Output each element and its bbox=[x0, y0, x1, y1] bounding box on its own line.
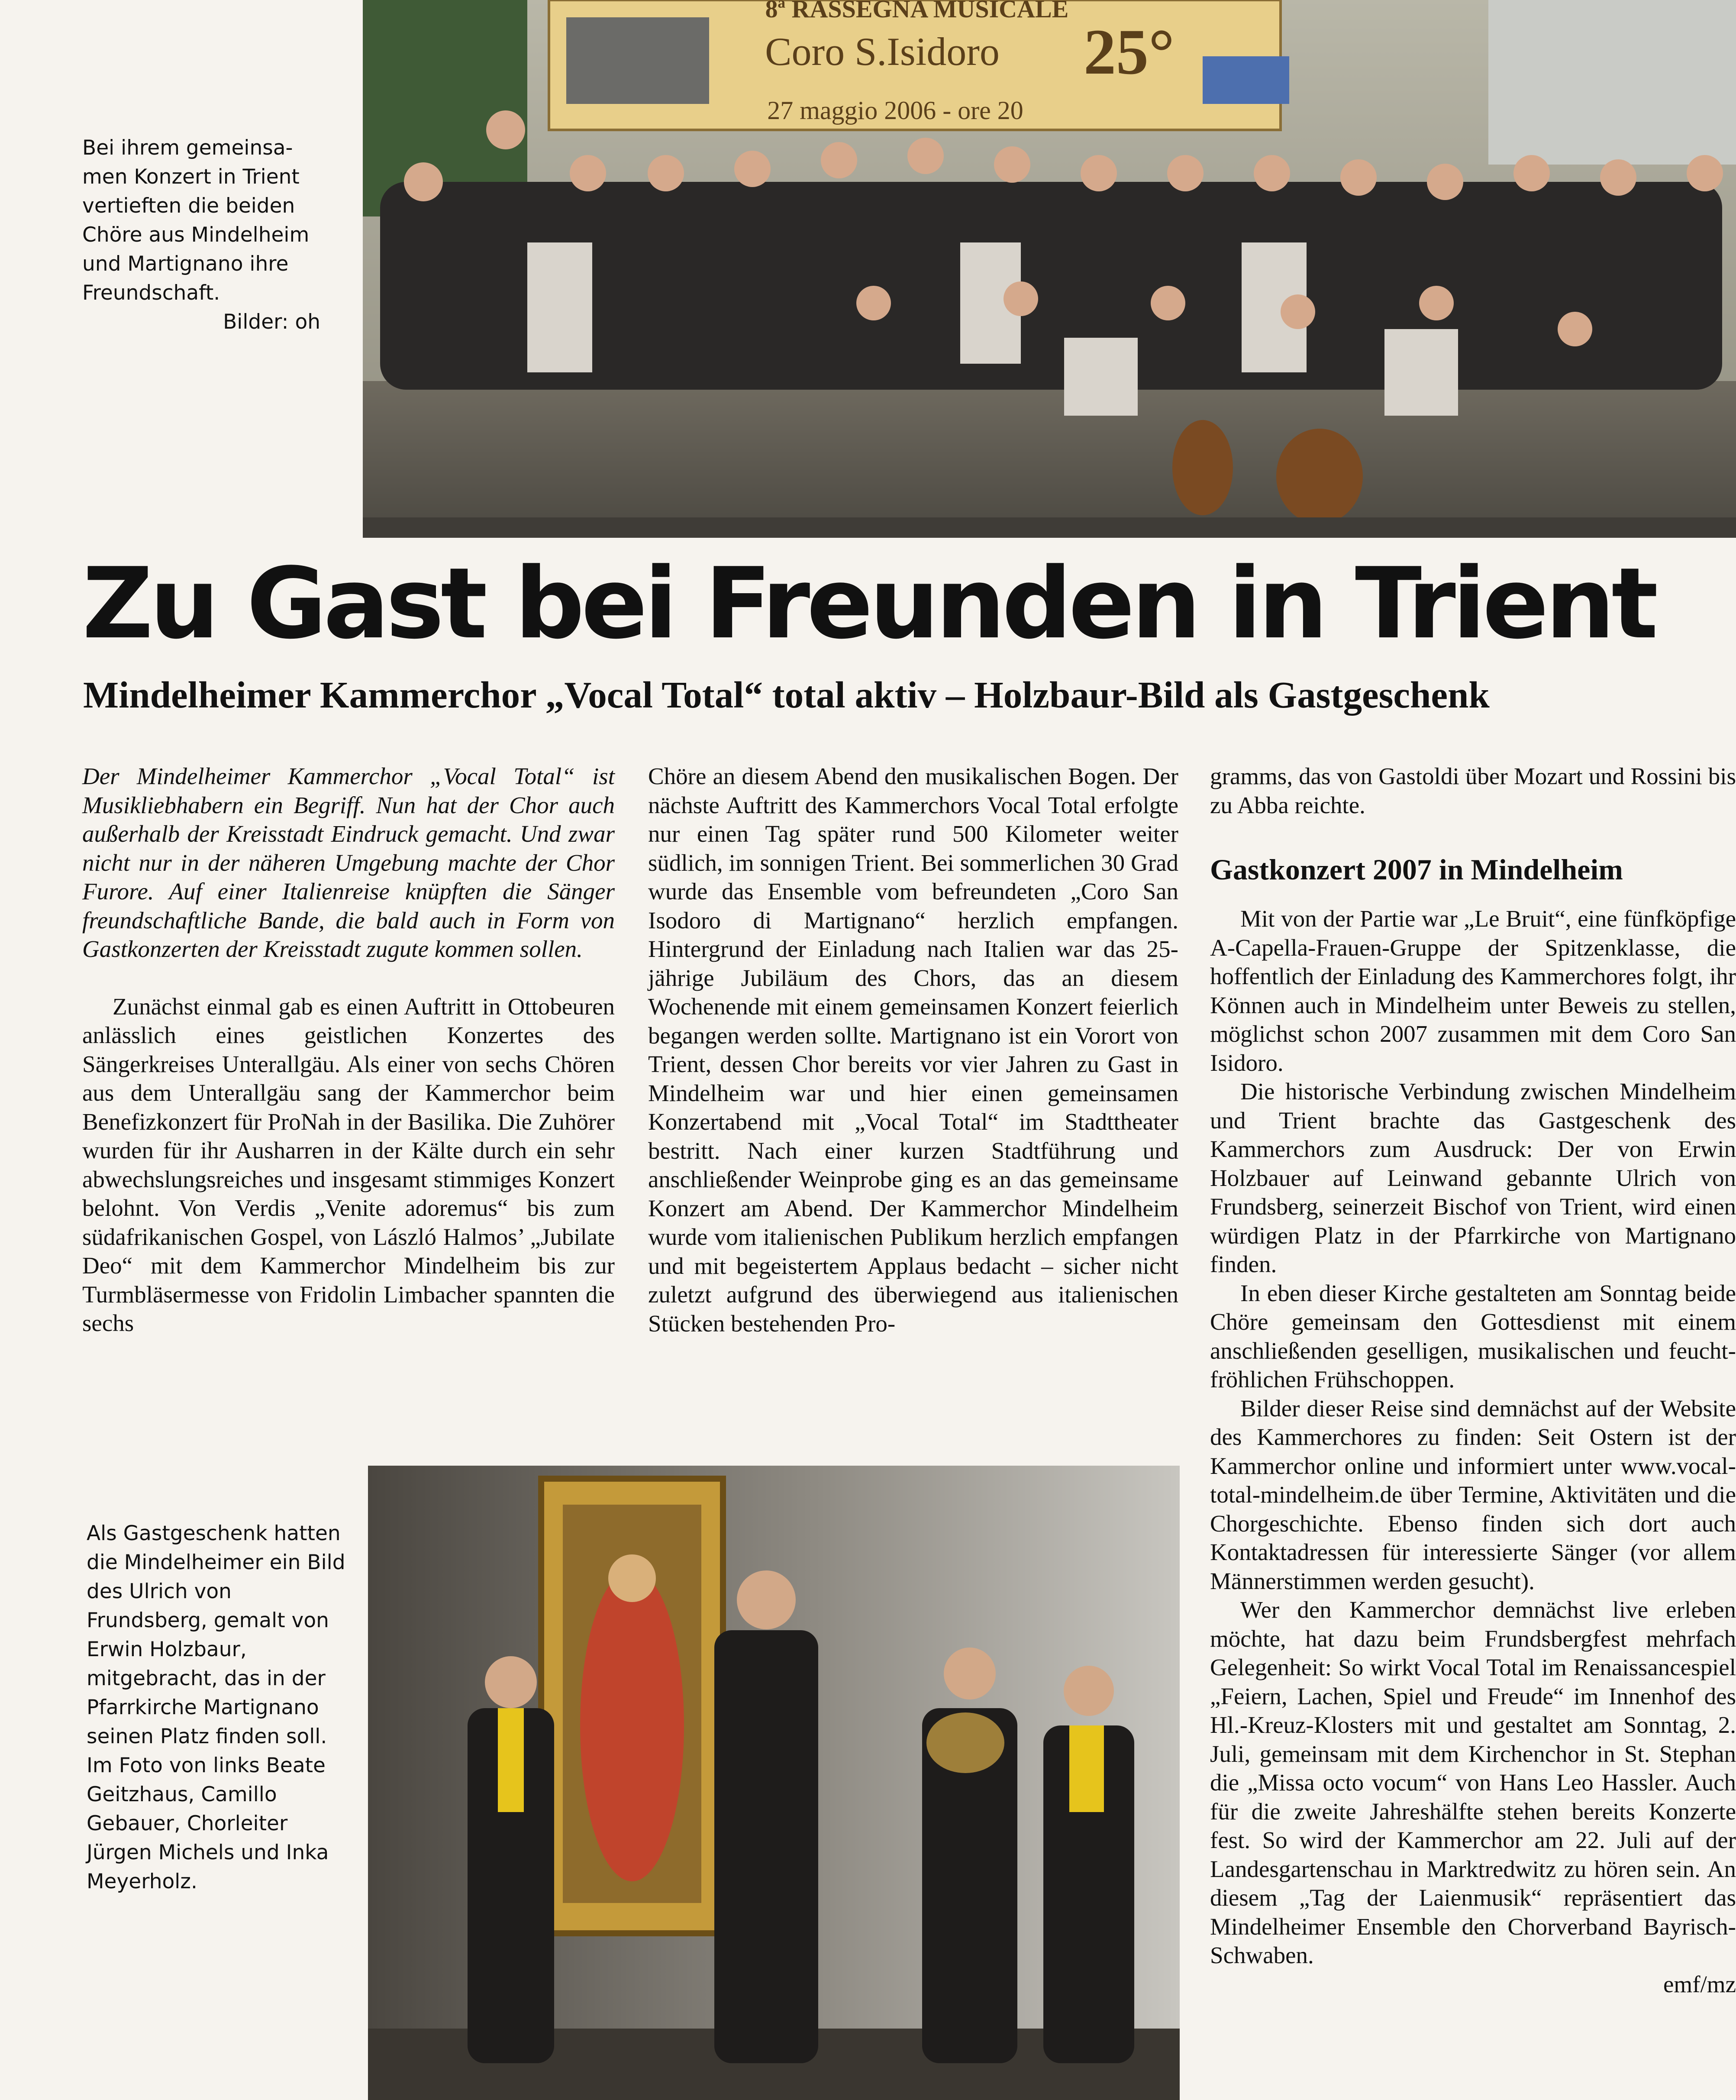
subheadline: Mindelheimer Kammerchor „Vocal Total“ total aktiv – Holzbaur-Bild als Gastgeschenk bbox=[83, 674, 1490, 716]
column-2 bbox=[648, 762, 1178, 1338]
paragraph: In eben dieser Kirche gestalteten am Sonntag beide Chöre gemeinsam den Gottesdienst mit einem anschließenden geselligen, musikalischen und feucht-fröhlichen Frühschoppen. bbox=[1210, 1279, 1736, 1392]
column-3 bbox=[1210, 762, 1736, 1999]
paragraph: gramms, das von Gastoldi über Mozart und Rossini bis zu Abba reichte. bbox=[1210, 763, 1736, 818]
gift-photo bbox=[368, 1466, 1180, 2100]
group-photo bbox=[363, 0, 1736, 538]
bottom-photo-caption: Als Gastgeschenk hatten die Mindelheimer ein Bild des Ulrich von Frundsberg, gemalt von Erwin Holzbaur, mitgebracht, das in der Pfarrkirche Martignano seinen Platz finden soll. Im Foto von links Beate Geitzhaus, Camillo Gebauer, Chorleiter Jürgen Michels und Inka Meyerholz. bbox=[87, 1522, 345, 1893]
lead-text: Der Mindelheimer Kammerchor „Vocal Total“ ist Musikliebhabern ein Begriff. Nun hat der Chor auch außerhalb der Kreisstadt Eindruck gemacht. Und zwar nicht nur in der näheren Umgebung machte der Chor Furore. Auf einer Italienreise knüpften die Sänger freundschaftliche Bande, die bald auch in Form von Gastkonzerten der Kreisstadt zugute kommen sollen. bbox=[82, 763, 615, 962]
banner-choir-name: Coro S.Isidoro bbox=[765, 29, 1000, 74]
lead-paragraph bbox=[82, 762, 615, 964]
top-photo-caption-text: Bei ihrem gemeinsa-men Konzert in Trient vertieften die beiden Chöre aus Mindelheim und Martignano ihre Freundschaft. bbox=[82, 136, 310, 305]
paragraph: Die historische Verbindung zwischen Mindelheim und Trient brachte das Gastgeschenk des Kammerchors zum Ausdruck: Der von Erwin Holzbauer auf Leinwand gebannte Ulrich von Frundsberg, seinerzeit Bischof von Trient, wird einen würdigen Platz in der Pfarrkirche von Martignano finden. bbox=[1210, 1078, 1736, 1277]
gift-photo-image bbox=[368, 1466, 1180, 2100]
paragraph: Bilder dieser Reise sind demnächst auf der Website des Kammerchores zu finden: Seit Ostern ist der Kammerchor online und informiert unter www.vocal-total-mindelheim.de über Termine, Aktivitäten und die Chorgeschichte. Ebenso finden sich dort auch Kontaktadressen für interessierte Sänger (vor allem Männerstimmen werden gesucht). bbox=[1210, 1395, 1736, 1594]
paragraph: Wer den Kammerchor demnächst live erleben möchte, hat dazu beim Frundsbergfest mehrfach Gelegenheit: So wirkt Vocal Total im Renaissancespiel „Feiern, Lachen, Spiel und Freude“ im Innenhof des Hl.-Kreuz-Klosters mit und gestaltet am Sonntag, 2. Juli, gemeinsam mit dem Kirchenchor in St. Stephan die „Missa octo vocum“ von Hans Leo Hassler. Auch für die zweite Jahreshälfte stehen bereits Konzerte fest. So wird der Kammerchor am 22. Juli auf der Landesgartenschau in Marktredwitz zu hören sein. An diesem „Tag der Laienmusik“ repräsentiert das Mindelheimer Ensemble den Chorverband Bayrisch-Schwaben. bbox=[1210, 1596, 1736, 1968]
section-heading: Gastkonzert 2007 in Mindelheim bbox=[1210, 853, 1623, 886]
group-photo-image bbox=[363, 0, 1736, 538]
banner-title: 8ª RASSEGNA MUSICALE bbox=[765, 0, 1069, 23]
column-1 bbox=[82, 762, 615, 1338]
author-signature: emf/mz bbox=[1663, 1971, 1736, 1997]
paragraph: Zunächst einmal gab es einen Auftritt in Ottobeuren anlässlich eines geistlichen Konzertes des Sängerkreises Unterallgäu. Als einer von sechs Chören aus dem Unterallgäu sang der Kammerchor beim Benefizkonzert für ProNah in der Basilika. Die Zuhörer wurden für ihr Ausharren in der Kälte durch ein sehr abwechslungsreiches und insgesamt stimmiges Konzert belohnt. Von Verdis „Venite adoremus“ bis zum südafrikanischen Gospel, von László Halmos’ „Jubilate Deo“ mit dem Kammerchor Mindelheim bis zur Turmbläsermesse von Fridolin Limbacher spannten die sechs bbox=[82, 993, 615, 1336]
top-photo-caption bbox=[82, 133, 325, 336]
paragraph: Mit von der Partie war „Le Bruit“, eine fünfköpfige A-Capella-Frauen-Gruppe der Spitzenklasse, die hoffentlich der Einladung des Kammerchores folgt, ihr Können auch in Mindelheim unter Beweis zu stellen, möglichst schon 2007 zusammen mit dem Coro San Isidoro. bbox=[1210, 905, 1736, 1076]
headline: Zu Gast bei Freunden in Trient bbox=[82, 547, 1655, 661]
paragraph: Chöre an diesem Abend den musikalischen Bogen. Der nächste Auftritt des Kammerchors Vocal Total erfolgte nur einen Tag später rund 500 Kilometer weiter südlich, im sonnigen Trient. Bei sommerlichen 30 Grad wurde das Ensemble vom befreundeten „Coro San Isodoro di Martignano“ herzlich empfangen. Hintergrund der Einladung nach Italien war das 25-jährige Jubiläum des Chors, das an diesem Wochenende mit einem gemeinsamen Konzert feierlich begangen werden sollte. Martignano ist ein Vorort von Trient, dessen Chor bereits vor vier Jahren zu Gast in Mindelheim war und hier einen gemeinsamen Konzertabend mit „Vocal Total“ im Stadttheater bestritt. Nach einer kurzen Stadtführung und anschließender Weinprobe ging es an das gemeinsame Konzert am Abend. Der Kammerchor Mindelheim wurde vom italienischen Publikum herzlich empfangen und mit begeistertem Applaus bedacht – sicher nicht zuletzt aufgrund des überwiegend aus italienischen Stücken bestehenden Pro- bbox=[648, 763, 1178, 1337]
banner-date: 27 maggio 2006 - ore 20 bbox=[767, 96, 1023, 125]
photo-credit: Bilder: oh bbox=[223, 310, 320, 334]
banner-anniversary: 25° bbox=[1084, 16, 1175, 88]
